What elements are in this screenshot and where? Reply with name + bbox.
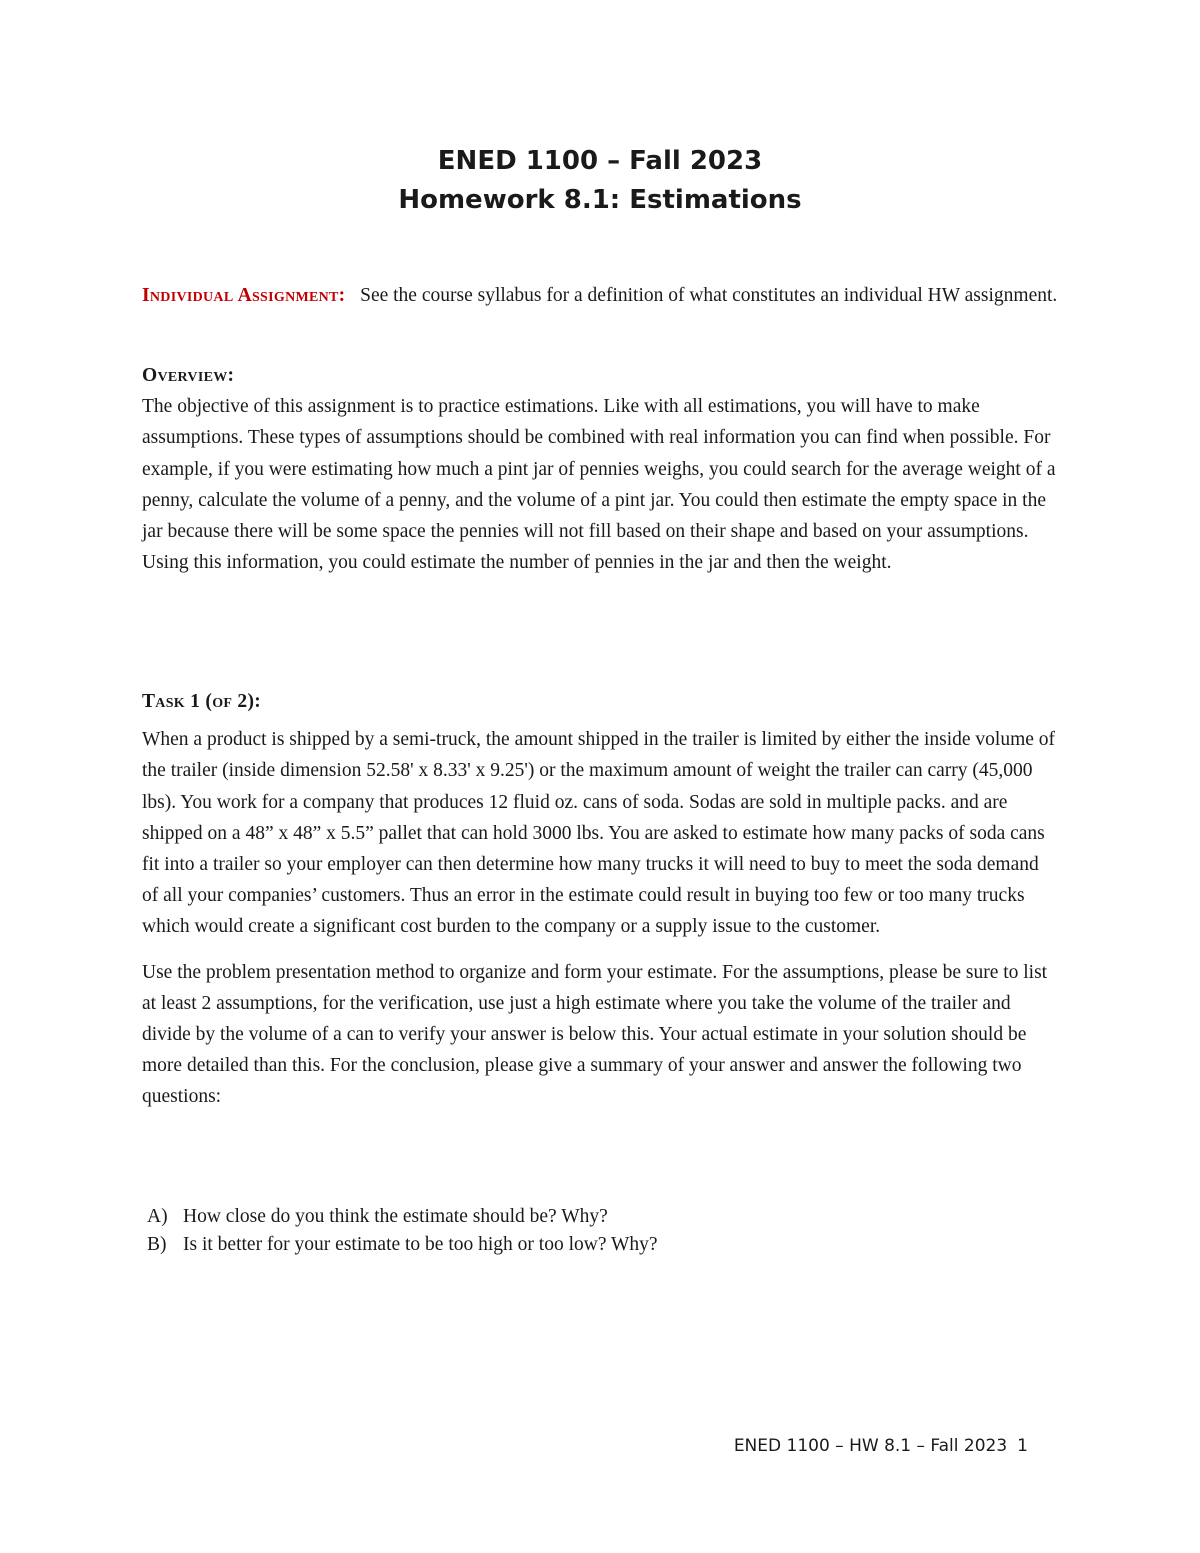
question-text: How close do you think the estimate should be? Why? (183, 1206, 608, 1227)
task1-heading-of: of (212, 691, 233, 712)
individual-assignment-paragraph (142, 280, 1058, 311)
overview-section (142, 360, 1058, 578)
task1-heading (142, 686, 1058, 717)
homework-title: Homework 8.1: Estimations (398, 185, 802, 215)
document-title (0, 142, 1200, 220)
question-text: Is it better for your estimate to be too high or too low? Why? (183, 1234, 658, 1255)
individual-assignment-section (142, 280, 1058, 311)
individual-assignment-text: See the course syllabus for a definition of what constitutes an individual HW assignment. (360, 285, 1058, 306)
overview-text: The objective of this assignment is to practice estimations. Like with all estimations, you will have to make assumptions. These types of assumptions should be combined with real information you can find when possible. For example, if you were estimating how much a pint jar of pennies weighs, you could search for the average weight of a penny, calculate the volume of a penny, and the volume of a pint jar. You could then estimate the empty space in the jar because there will be some space the pennies will not fill based on their shape and based on your assumptions. Using this information, you could estimate the number of pennies in the jar and then the weight. (142, 396, 1056, 574)
page-number: 1 (1017, 1436, 1028, 1456)
question-list (142, 1203, 1058, 1259)
footer-text: ENED 1100 – HW 8.1 – Fall 2023 (733, 1436, 1008, 1456)
question-marker: A) (147, 1206, 168, 1227)
task1-heading-label: Task 1 ( (142, 691, 213, 712)
question-marker: B) (147, 1234, 167, 1255)
page-footer (734, 1434, 1028, 1458)
individual-assignment-heading: Individual Assignment: (142, 285, 346, 306)
task1-paragraph-1: When a product is shipped by a semi-truck, the amount shipped in the trailer is limited by either the inside volume of the trailer (inside dimension 52.58' x 8.33' x 9.25') or the maximum amount of weight the trailer can carry (45,000 lbs). You work for a company that produces 12 fluid oz. cans of soda. Sodas are sold in multiple packs. and are shipped on a 48” x 48” x 5.5” pallet that can hold 3000 lbs. You are asked to estimate how many packs of soda cans fit into a trailer so your employer can then determine how many trucks it will need to buy to meet the soda demand of all your companies’ customers. Thus an error in the estimate could result in buying too few or too many trucks which would create a significant cost burden to the company or a supply issue to the customer. (142, 729, 1056, 938)
list-item (142, 1231, 1058, 1259)
task1-heading-count: 2): (232, 691, 262, 712)
task1-paragraph-2: Use the problem presentation method to organize and form your estimate. For the assumptions, please be sure to list at least 2 assumptions, for the verification, use just a high estimate where you take the volume of the trailer and divide by the volume of a can to verify your answer is below this. Your actual estimate in your solution should be more detailed than this. For the conclusion, please give a summary of your answer and answer the following two questions: (142, 961, 1048, 1108)
task1-section (142, 686, 1058, 1113)
list-item (142, 1203, 1058, 1231)
course-title: ENED 1100 – Fall 2023 (437, 146, 763, 176)
overview-heading: Overview: (142, 365, 235, 386)
